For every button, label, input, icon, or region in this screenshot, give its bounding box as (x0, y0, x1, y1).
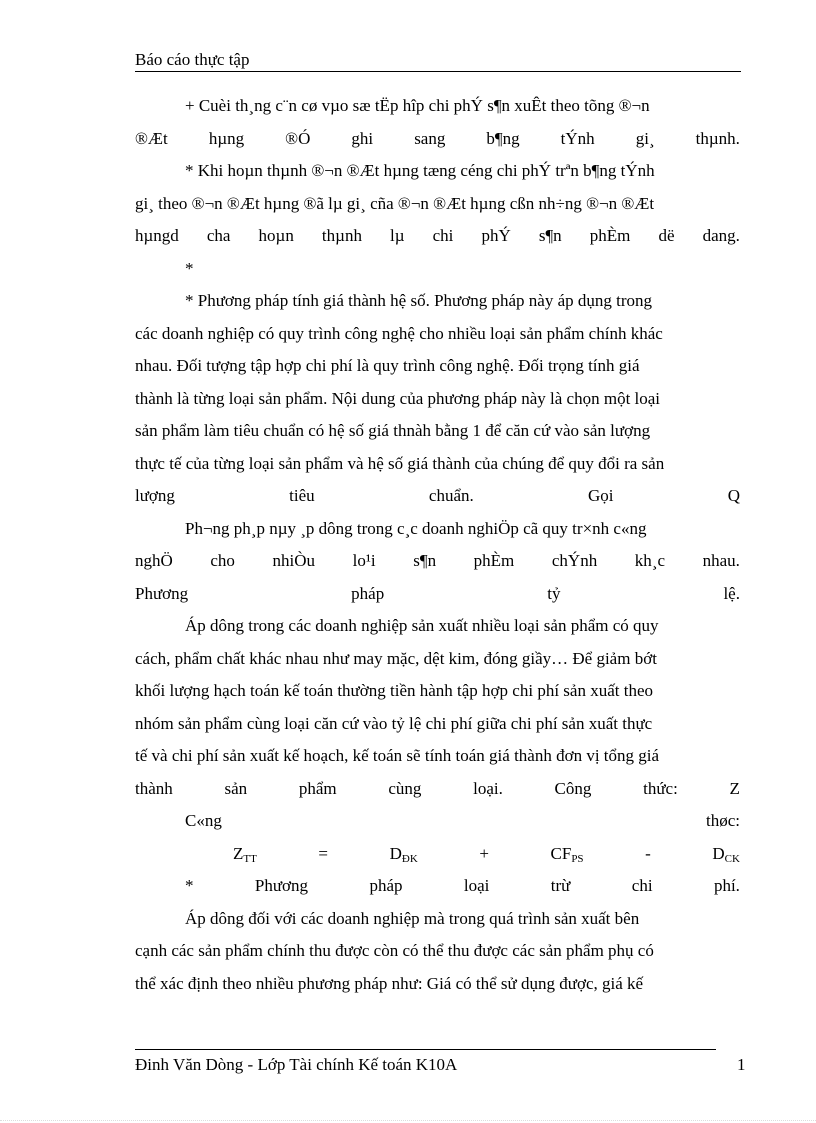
word: s¶n (413, 551, 437, 570)
word: lµ (390, 226, 405, 245)
header-rule (135, 71, 741, 72)
word: Phương (135, 583, 189, 603)
formula-term-cf: $CF_{PS}$ (550, 843, 584, 865)
word: phÈm (473, 551, 515, 570)
word: dë (658, 226, 675, 245)
text-line (135, 870, 740, 903)
text-line: * Phương pháp tính giá thành hệ số. Phương pháp này áp dụng trong (185, 291, 653, 310)
text-line: Ph¬ng ph¸p nµy ¸p dông trong c¸c doanh nghiÖp cã quy tr×nh c«ng (185, 518, 647, 538)
document-body (135, 90, 740, 1000)
text-line: Áp dông đối với các doanh nghiệp mà trong quá trình sản xuất bên (185, 908, 640, 928)
text-line: thành là từng loại sản phẩm. Nội dung của phương pháp này là chọn một loại (135, 388, 661, 408)
word: ghi (351, 128, 374, 148)
word: cho (210, 551, 235, 570)
word: trừ (550, 876, 571, 895)
word: thµnh (321, 226, 362, 245)
word: nhiÒu (272, 551, 316, 570)
formula-equals: = (318, 843, 329, 863)
word: hoµn (258, 226, 294, 245)
page-number: 1 (737, 1055, 746, 1074)
word: cha (206, 226, 231, 245)
word: thµnh. (695, 128, 740, 148)
text-line: thể xác định theo nhiều phương pháp như: Giá có thể sử dụng được, giá kế (135, 973, 644, 993)
formula-term-z: $Z_{TT}$ (233, 843, 257, 865)
text-line: + Cuèi th¸ng c¨n cø vµo sæ tËp hîp chi phÝ s¶n xuÊt theo tõng ®¬n (185, 96, 650, 115)
footer-rule (135, 1049, 716, 1050)
word: hµngd (135, 226, 179, 245)
formula-plus: + (479, 843, 489, 863)
word: lo¹i (352, 551, 376, 570)
word: thøc: (706, 811, 740, 830)
word: loại (463, 876, 490, 895)
word: tiêu (289, 486, 315, 505)
text-line: * Khi hoµn thµnh ®¬n ®Æt hµng tæng céng chi phÝ trªn b¶ng tÝnh (185, 161, 655, 180)
page-footer: Đinh Văn Dòng - Lớp Tài chính Kế toán K10A (135, 1055, 458, 1074)
word: dang. (702, 226, 740, 245)
word: chÝnh (551, 551, 598, 570)
text-line: * (185, 258, 194, 278)
word: phẩm (298, 778, 337, 798)
text-line: tế và chi phí sản xuất kế hoạch, kế toán sẽ tính toán giá thành đơn vị tổng giá (135, 746, 660, 765)
word: b¶ng (486, 128, 520, 148)
word: * (185, 876, 194, 895)
text-line: nhau. Đối tượng tập hợp chi phí là quy trình công nghệ. Đối trọng tính giá (135, 356, 640, 375)
word: Gọi (587, 486, 614, 505)
word: lệ. (723, 583, 740, 603)
word: pháp (369, 876, 403, 895)
formula-term-dk: $D_{ĐK}$ (389, 843, 418, 865)
text-line: nhóm sản phẩm cùng loại căn cứ vào tỷ lệ chi phí giữa chi phí sản xuất thực (135, 713, 653, 733)
word: C«ng (185, 811, 222, 830)
text-line: thực tế của từng loại sản phẩm và hệ số giá thành của chúng để quy đổi ra sản (135, 453, 665, 473)
word: sang (414, 128, 446, 148)
word: tÝnh (560, 128, 595, 148)
word: tỷ (547, 583, 561, 603)
word: kh¸c (634, 551, 666, 570)
text-line (135, 805, 740, 838)
word: nhau. (702, 551, 740, 570)
text-line (135, 545, 740, 578)
formula-term-ck: $D_{CK}$ (712, 843, 740, 865)
word: Q (727, 486, 740, 505)
text-line: gi¸ theo ®¬n ®Æt hµng ®ã lµ gi¸ cña ®¬n ®Æt hµng cßn nh÷ng ®¬n ®Æt (135, 193, 655, 213)
word: sản (224, 778, 248, 798)
word: gi¸ (635, 128, 655, 148)
word: Z (729, 778, 740, 798)
text-line (135, 773, 740, 806)
word: thức: (643, 778, 678, 798)
page-bottom-border (0, 1120, 816, 1121)
word: phÝ (481, 226, 511, 245)
text-line: Áp dông trong các doanh nghiệp sản xuất nhiều loại sản phẩm có quy (185, 616, 659, 635)
word: hµng (208, 128, 245, 148)
word: chi (631, 876, 653, 895)
text-line: sản phẩm làm tiêu chuẩn có hệ số giá thnàh bằng 1 để căn cứ vào sản lượng (135, 421, 651, 440)
word: phí. (713, 876, 740, 895)
text-line: các doanh nghiệp có quy trình công nghệ cho nhiều loại sản phẩm chính khác (135, 323, 663, 343)
word: lượng (135, 486, 175, 505)
text-line (135, 480, 740, 513)
text-line: cạnh các sản phẩm chính thu được còn có thể thu được các sản phẩm phụ có (135, 941, 654, 960)
word: Phương (254, 876, 309, 895)
word: chi (432, 226, 454, 245)
word: cùng (388, 778, 422, 798)
text-line (135, 578, 740, 611)
word: thành (135, 778, 173, 798)
word: nghÖ (135, 551, 173, 570)
formula-minus: - (645, 843, 651, 863)
formula-line (135, 838, 740, 871)
word: Công (554, 778, 592, 798)
text-line: khối lượng hạch toán kế toán thường tiền hành tập hợp chi phí sản xuất theo (135, 681, 653, 700)
text-line: cách, phẩm chất khác nhau như may mặc, dệt kim, đóng giầy… Để giảm bớt (135, 648, 657, 668)
word: phÈm (589, 226, 631, 245)
word: s¶n (538, 226, 562, 245)
word: loại. (473, 778, 503, 798)
word: ®Æt (135, 128, 168, 148)
word: chuẩn. (428, 486, 474, 505)
text-line (135, 220, 740, 253)
text-line (135, 123, 740, 156)
page-header: Báo cáo thực tập (135, 50, 250, 69)
word: pháp (351, 583, 385, 603)
word: ®Ó (285, 128, 311, 148)
